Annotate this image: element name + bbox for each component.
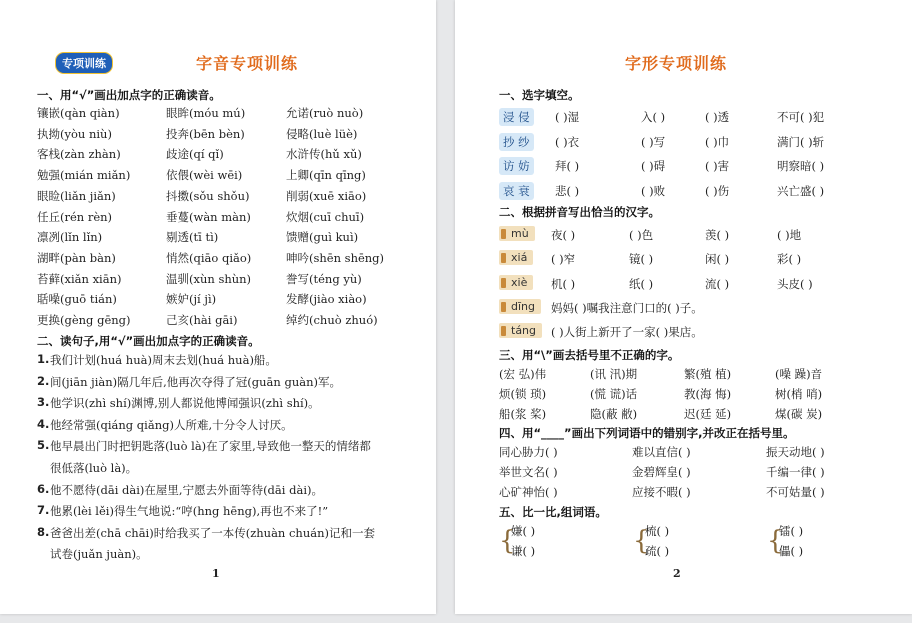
sentence-text: 他不愿待(dāi dài)在屋里,宁愿去外面等待(dāi dài)。 [50, 482, 323, 497]
fill-blank: 流( ) [705, 276, 730, 291]
pronunciation-item: 勉强(mián miǎn) [37, 168, 131, 183]
pronunciation-item: 执拗(yòu niù) [37, 126, 112, 141]
choice-chars: 访 妨 [499, 157, 534, 175]
pronunciation-item: 绰约(chuò zhuó) [286, 313, 378, 327]
pronunciation-item: 发酵(jiào xiào) [286, 292, 367, 307]
pronunciation-item: 镶嵌(qàn qiàn) [37, 106, 120, 120]
section-5-heading: 五、比一比,组词语。 [499, 505, 607, 519]
strike-item: (讯 汛)期 [590, 367, 638, 381]
sentence-number: 1. [37, 352, 50, 366]
pinyin-tag: mù [499, 226, 535, 241]
fill-blank: 满门( )斩 [777, 134, 825, 149]
pronunciation-item: 更换(gèng gēng) [37, 313, 131, 327]
pronunciation-item: 投奔(bēn bèn) [166, 126, 245, 141]
compare-item: 疏( ) [645, 544, 670, 558]
pronunciation-item: 任丘(rén rèn) [37, 209, 113, 224]
sentence-number: 8. [37, 524, 50, 539]
strike-item: (慌 谎)话 [590, 387, 638, 401]
page-number: 2 [673, 567, 681, 580]
sentence-text: 很低落(luò là)。 [50, 461, 138, 475]
choice-chars: 哀 衰 [499, 182, 534, 200]
strike-item: 繁(殖 植) [684, 367, 732, 381]
strike-item: 烦(锁 琐) [499, 387, 547, 401]
pronunciation-item: 炊烟(cuī chuī) [286, 209, 365, 224]
compare-item: 镭( ) [779, 524, 804, 538]
pronunciation-item: 削弱(xuē xiāo) [286, 188, 367, 203]
strike-item: 教(海 悔) [684, 387, 732, 401]
fill-blank: ( )人街上新开了一家( )果店。 [551, 325, 703, 340]
compare-item: 谦( ) [511, 544, 536, 558]
error-item: 心矿神怡( ) [499, 485, 558, 499]
fill-blank: ( )地 [777, 228, 802, 242]
fill-blank: ( )害 [705, 159, 730, 173]
fill-blank: 入( ) [641, 110, 666, 124]
pinyin-tag: xiá [499, 250, 533, 265]
fill-blank: ( )色 [629, 228, 654, 242]
pronunciation-item: 悄然(qiāo qiǎo) [166, 250, 252, 265]
strike-item: 煤(碳 炭) [775, 407, 823, 421]
pronunciation-item: 凛冽(lǐn lǐn) [37, 230, 103, 245]
error-item: 同心胁力( ) [499, 445, 558, 459]
page-title: 字音专项训练 [196, 54, 299, 73]
page-title: 字形专项训练 [625, 54, 728, 73]
compare-item: 儡( ) [779, 544, 804, 558]
fill-blank: 彩( ) [777, 252, 802, 267]
sentence-text: 他学识(zhì shí)渊博,别人都说他博闻强识(zhì shí)。 [50, 396, 320, 411]
pronunciation-item: 眼眸(móu mú) [166, 106, 246, 120]
choice-chars: 浸 侵 [499, 108, 534, 126]
pinyin-tag: táng [499, 323, 542, 338]
sentence-number: 7. [37, 503, 50, 518]
pronunciation-item: 呻吟(shēn shēng) [286, 250, 385, 265]
sentence-text: 我们计划(huá huà)周末去划(huá huà)船。 [50, 353, 277, 367]
pronunciation-item: 抖擞(sǒu shǒu) [166, 188, 250, 203]
fill-blank: ( )败 [641, 183, 666, 198]
fill-blank: ( )碍 [641, 159, 666, 173]
pronunciation-item: 湖畔(pàn bàn) [37, 250, 116, 265]
fill-blank: 纸( ) [629, 276, 654, 291]
strike-item: 隐(蔽 敝) [590, 407, 638, 421]
fill-blank: ( )透 [705, 110, 730, 124]
fill-blank: 兴亡盛( ) [777, 183, 825, 198]
fill-blank: 拜( ) [555, 159, 580, 173]
compare-item: 梳( ) [645, 524, 670, 538]
sentence-text: 间(jiān jiàn)隔几年后,他再次夺得了冠(guān guàn)军。 [50, 374, 341, 389]
brace-icon: { [633, 526, 650, 556]
sentence-text: 他累(lèi lěi)得生气地说:“哼(hng hēng),再也不来了!” [50, 504, 329, 519]
sentence-text: 他经常强(qiáng qiǎng)人所难,十分令人讨厌。 [50, 417, 293, 432]
pronunciation-item: 水浒传(hǔ xǔ) [286, 147, 362, 162]
pronunciation-item: 依偎(wèi wēi) [166, 168, 243, 183]
fill-blank: 悲( ) [555, 183, 580, 198]
page-number: 1 [212, 567, 220, 580]
pronunciation-item: 客栈(zàn zhàn) [37, 147, 121, 162]
fill-blank: ( )伤 [705, 183, 730, 198]
pronunciation-item: 歧途(qí qǐ) [166, 147, 224, 162]
pronunciation-item: 己亥(hài gāi) [166, 313, 238, 327]
error-item: 振天动地( ) [766, 445, 825, 459]
pronunciation-item: 嫉妒(jí jì) [166, 292, 217, 307]
fill-blank: 镜( ) [629, 252, 654, 267]
error-item: 应接不暇( ) [632, 485, 691, 499]
pronunciation-item: 上卿(qīn qīng) [286, 168, 366, 183]
sentence-number: 5. [37, 438, 50, 453]
pronunciation-item: 侵略(luè lüè) [286, 126, 358, 141]
strike-item: (噪 躁)音 [775, 367, 823, 381]
page-2 [455, 0, 912, 614]
topic-badge: 专项训练 [55, 52, 113, 74]
fill-blank: 羡( ) [705, 228, 730, 242]
fill-blank: 闲( ) [705, 252, 730, 267]
strike-item: (宏 弘)伟 [499, 367, 547, 381]
fill-blank: 明察暗( ) [777, 159, 825, 173]
strike-item: 船(浆 桨) [499, 407, 547, 421]
pronunciation-item: 誊写(téng yù) [286, 271, 362, 286]
strike-item: 迟(廷 延) [684, 407, 732, 421]
pronunciation-item: 允诺(ruò nuò) [286, 106, 364, 120]
pronunciation-item: 眼睑(liǎn jiǎn) [37, 188, 116, 203]
strike-item: 树(梢 哨) [775, 387, 823, 401]
pronunciation-item: 聒噪(guō tián) [37, 292, 117, 307]
pinyin-tag: dīng [499, 299, 541, 314]
fill-blank: ( )湿 [555, 110, 580, 124]
section-2-heading: 二、根据拼音写出恰当的汉字。 [499, 205, 660, 219]
pronunciation-item: 剔透(tī tì) [166, 230, 219, 245]
section-3-heading: 三、用“\”画去括号里不正确的字。 [499, 348, 680, 362]
section-1-heading: 一、用“√”画出加点字的正确读音。 [37, 88, 221, 102]
choice-chars: 抄 纱 [499, 133, 534, 151]
fill-blank: 夜( ) [551, 228, 576, 242]
error-item: 不可姑量( ) [766, 485, 825, 499]
pronunciation-item: 温驯(xùn shùn) [166, 271, 252, 286]
fill-blank: ( )写 [641, 134, 666, 149]
sentence-text: 他早晨出门时把钥匙落(luò là)在了家里,导致他一整天的情绪都 [50, 439, 371, 454]
fill-blank: ( )巾 [705, 134, 730, 149]
sentence-text: 爸爸出差(chā chāi)时给我买了一本传(zhuàn chuán)记和一套 [50, 525, 375, 540]
brace-icon: { [499, 526, 516, 556]
section-1-heading: 一、选字填空。 [499, 88, 580, 102]
brace-icon: { [767, 526, 784, 556]
error-item: 难以直信( ) [632, 445, 691, 459]
section-2-heading: 二、读句子,用“√”画出加点字的正确读音。 [37, 334, 260, 348]
compare-item: 嫌( ) [511, 524, 536, 538]
fill-blank: 妈妈( )嘱我注意门口的( )子。 [551, 300, 703, 315]
fill-blank: 不可( )犯 [777, 110, 825, 124]
error-item: 金碧辉皇( ) [632, 465, 691, 479]
sentence-number: 2. [37, 373, 50, 388]
error-item: 千编一律( ) [766, 465, 825, 479]
sentence-text: 试卷(juǎn juàn)。 [50, 547, 148, 562]
section-4-heading: 四、用“____”画出下列词语中的错别字,并改正在括号里。 [499, 426, 795, 440]
error-item: 举世文名( ) [499, 465, 558, 479]
fill-blank: ( )窄 [551, 252, 576, 267]
fill-blank: ( )衣 [555, 134, 580, 149]
fill-blank: 头皮( ) [777, 276, 813, 291]
pinyin-tag: xiè [499, 275, 533, 290]
fill-blank: 机( ) [551, 276, 576, 291]
sentence-number: 3. [37, 395, 50, 410]
pronunciation-item: 垂蔓(wàn màn) [166, 209, 251, 224]
page-1 [0, 0, 436, 614]
sentence-number: 6. [37, 481, 50, 496]
pronunciation-item: 馈赠(guì kuì) [286, 230, 359, 245]
sentence-number: 4. [37, 416, 50, 431]
pronunciation-item: 苔藓(xiǎn xiān) [37, 271, 122, 286]
